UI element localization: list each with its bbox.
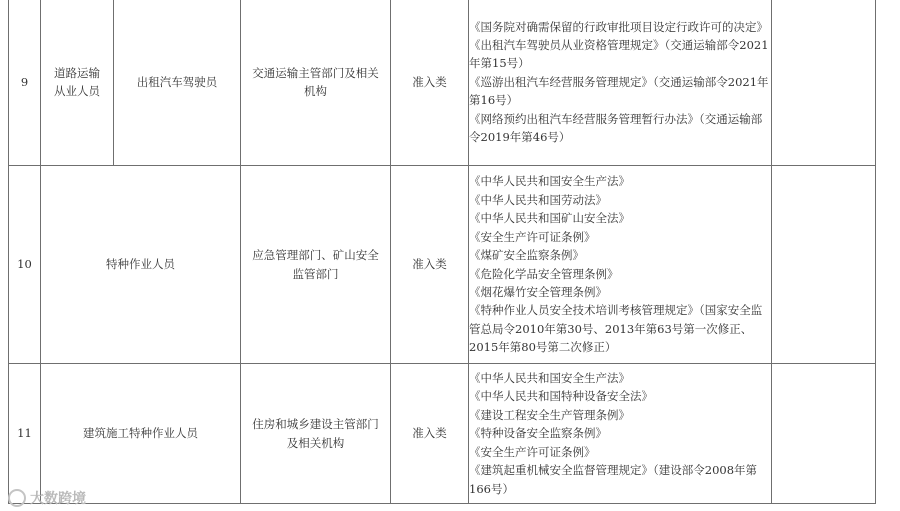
basis-item: 《煤矿安全监察条例》 bbox=[469, 248, 584, 263]
basis-item: 《特种作业人员安全技术培训考核管理规定》（国家安全监管总局令2010年第30号、2013年第63号第一次修正、2015年第80号第二次修正） bbox=[469, 303, 763, 355]
type-cell: 准入类 bbox=[391, 0, 469, 166]
basis-cell bbox=[469, 364, 772, 504]
basis-item: 《特种设备安全监察条例》 bbox=[469, 426, 607, 441]
notes-cell bbox=[772, 166, 876, 364]
occupation-name-cell: 出租汽车驾驶员 bbox=[114, 0, 241, 166]
type-cell: 准入类 bbox=[391, 166, 469, 364]
basis-item: 《安全生产许可证条例》 bbox=[469, 444, 596, 459]
basis-item: 《安全生产许可证条例》 bbox=[469, 229, 596, 244]
watermark bbox=[8, 488, 86, 508]
row-number: 10 bbox=[9, 166, 41, 364]
basis-cell bbox=[469, 0, 772, 166]
department-cell: 应急管理部门、矿山安全 监管部门 bbox=[241, 166, 391, 364]
occupation-name-cell: 特种作业人员 bbox=[41, 166, 241, 364]
basis-item: 《中华人民共和国安全生产法》 bbox=[469, 371, 630, 386]
basis-item: 《中华人民共和国特种设备安全法》 bbox=[469, 389, 653, 404]
table-row bbox=[9, 364, 876, 504]
department-cell: 住房和城乡建设主管部门 及相关机构 bbox=[241, 364, 391, 504]
watermark-text: 大数跨境 bbox=[30, 491, 86, 507]
qualification-table bbox=[8, 0, 876, 504]
basis-item: 《中华人民共和国劳动法》 bbox=[469, 192, 607, 207]
basis-item: 《网络预约出租汽车经营服务管理暂行办法》（交通运输部令2019年第46号） bbox=[469, 111, 763, 145]
row-number: 11 bbox=[9, 364, 41, 504]
basis-cell bbox=[469, 166, 772, 364]
table-row bbox=[9, 166, 876, 364]
basis-item: 《出租汽车驾驶员从业资格管理规定》（交通运输部令2021年第15号） bbox=[469, 37, 769, 71]
watermark-logo-icon bbox=[8, 489, 26, 507]
notes-cell bbox=[772, 0, 876, 166]
basis-item: 《国务院对确需保留的行政审批项目设定行政许可的决定》 bbox=[469, 19, 768, 34]
table-row bbox=[9, 0, 876, 166]
basis-item: 《烟花爆竹安全管理条例》 bbox=[469, 284, 607, 299]
basis-item: 《中华人民共和国矿山安全法》 bbox=[469, 211, 630, 226]
occupation-name-cell: 建筑施工特种作业人员 bbox=[41, 364, 241, 504]
department-cell: 交通运输主管部门及相关 机构 bbox=[241, 0, 391, 166]
basis-item: 《危险化学品安全管理条例》 bbox=[469, 266, 619, 281]
basis-item: 《中华人民共和国安全生产法》 bbox=[469, 174, 630, 189]
row-number: 9 bbox=[9, 0, 41, 166]
basis-item: 《建设工程安全生产管理条例》 bbox=[469, 407, 630, 422]
type-cell: 准入类 bbox=[391, 364, 469, 504]
category-cell: 道路运输 从业人员 bbox=[41, 0, 114, 166]
basis-item: 《建筑起重机械安全监督管理规定》（建设部令2008年第166号） bbox=[469, 463, 758, 496]
notes-cell bbox=[772, 364, 876, 504]
basis-item: 《巡游出租汽车经营服务管理规定》（交通运输部令2021年第16号） bbox=[469, 74, 769, 108]
